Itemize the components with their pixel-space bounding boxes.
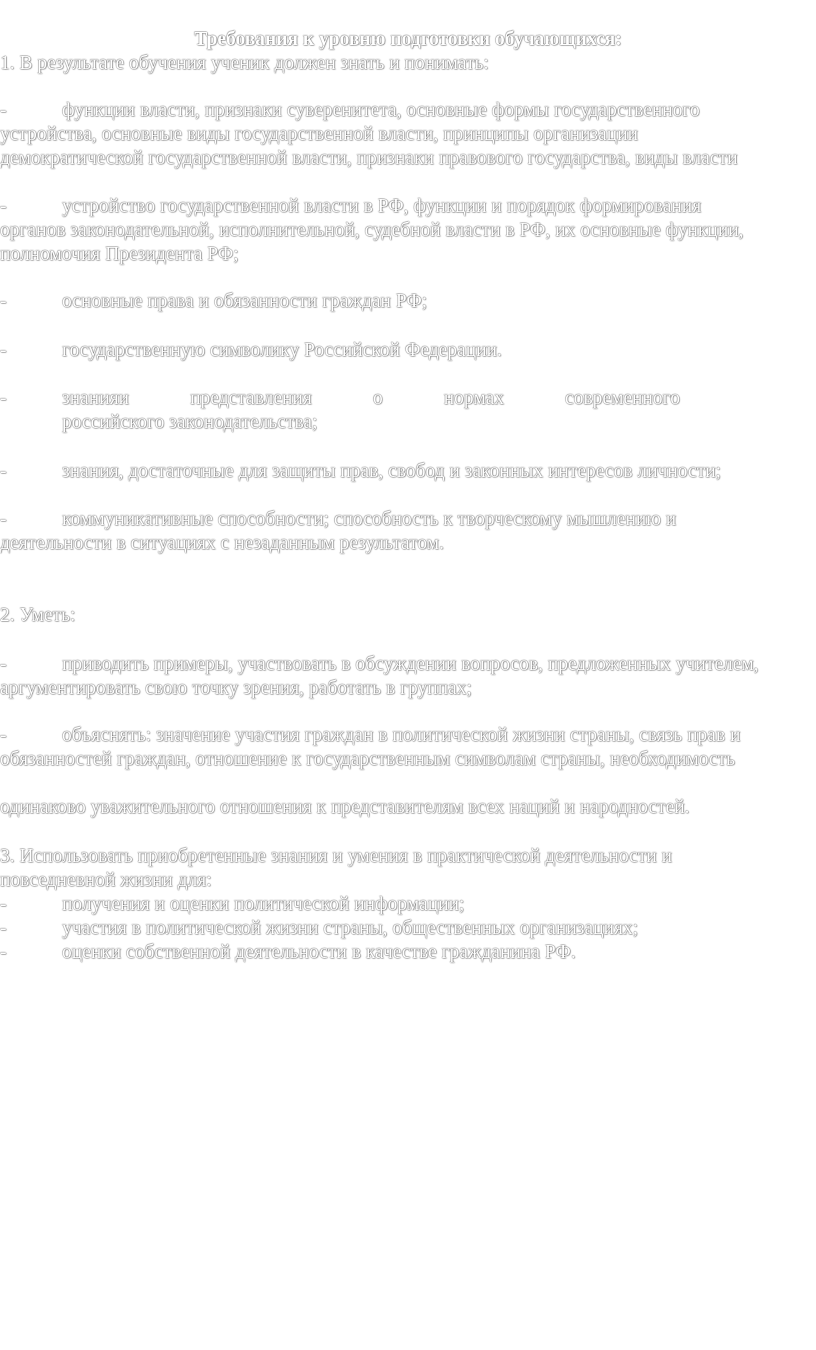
word: знанияи: [62, 388, 130, 409]
list-dash: -: [0, 894, 7, 915]
list-item-text: объяснять: значение участия граждан в политической жизни страны, связь прав и: [62, 725, 741, 746]
list-dash: -: [0, 461, 7, 482]
list-dash: -: [0, 918, 7, 939]
list-item-text: устройства, основные виды государственной власти, принципы организации: [0, 124, 639, 145]
document-title: Требования к уровню подготовки обучающихся:: [194, 29, 622, 50]
section3-heading: 3. Использовать приобретенные знания и умения в практической деятельности и: [0, 846, 673, 867]
list-dash: -: [0, 509, 7, 530]
list-item-text: участия в политической жизни страны, общественных организациях;: [62, 918, 639, 939]
list-item-text: оценки собственной деятельности в качестве гражданина РФ.: [62, 942, 576, 963]
list-item-text: органов законодательной, исполнительной, судебной власти в РФ, их основные функции,: [0, 220, 744, 241]
section2-continuation: одинаково уважительного отношения к представителям всех наций и народностей.: [0, 797, 690, 818]
list-dash: -: [0, 654, 7, 675]
word: представления: [190, 388, 312, 409]
list-item-text: российского законодательства;: [62, 412, 318, 433]
word: современного: [565, 388, 680, 409]
list-item-text: устройство государственной власти в РФ, функции и порядок формирования: [62, 196, 702, 217]
list-item-justified-line: [62, 387, 680, 411]
list-item-text: основные права и обязанности граждан РФ;: [62, 291, 428, 312]
list-item-text: коммуникативные способности; способность к творческому мышлению и: [62, 509, 677, 530]
list-item-text: деятельности в ситуациях с незаданным результатом.: [0, 533, 445, 554]
list-dash: -: [0, 942, 7, 963]
list-item-text: получения и оценки политической информации;: [62, 894, 465, 915]
list-dash: -: [0, 340, 7, 361]
list-item-text: аргументировать свою точку зрения, работать в группах;: [0, 678, 472, 699]
section1-heading: 1. В результате обучения ученик должен знать и понимать:: [0, 53, 489, 74]
list-item-text: приводить примеры, участвовать в обсуждении вопросов, предложенных учителем,: [62, 654, 759, 675]
section2-heading: 2. Уметь:: [0, 605, 76, 626]
list-dash: -: [0, 196, 7, 217]
list-item-text: функции власти, признаки суверенитета, основные формы государственного: [62, 100, 700, 121]
list-item-text: знания, достаточные для защиты прав, свобод и законных интересов личности;: [62, 461, 722, 482]
list-item-text: полномочия Президента РФ;: [0, 244, 239, 265]
word: о: [372, 388, 383, 409]
section3-heading: повседневной жизни для:: [0, 870, 212, 891]
list-dash: -: [0, 291, 7, 312]
list-item-text: обязанностей граждан, отношение к государственным символам страны, необходимость: [0, 749, 736, 770]
list-dash: -: [0, 388, 7, 409]
list-item-text: демократической государственной власти, признаки правового государства, виды власти: [0, 148, 738, 169]
list-item-text: государственную символику Российской Федерации.: [62, 340, 502, 361]
word: нормах: [443, 388, 504, 409]
list-dash: -: [0, 100, 7, 121]
list-dash: -: [0, 725, 7, 746]
